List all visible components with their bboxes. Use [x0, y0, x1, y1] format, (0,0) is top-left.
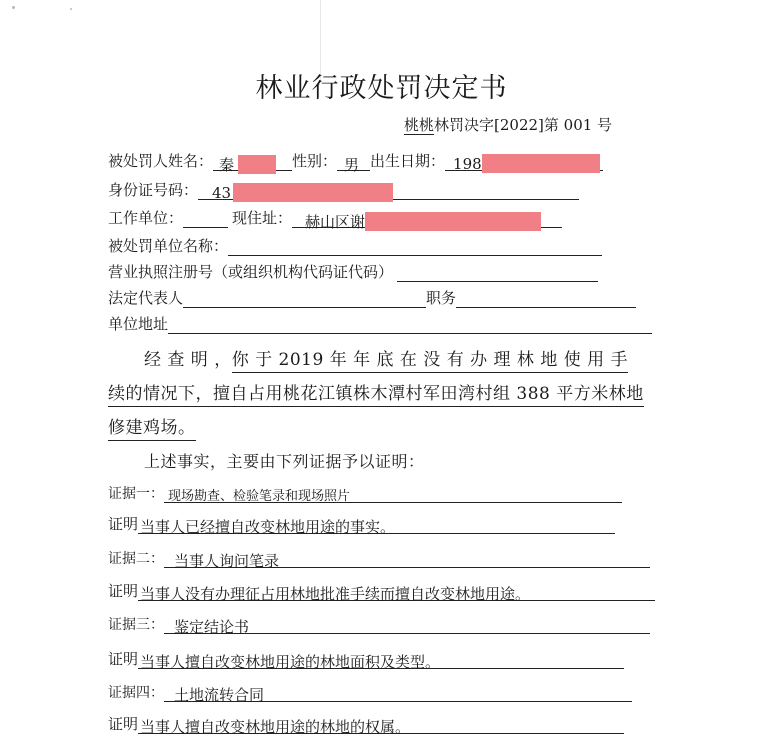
document-title: 林业行政处罚决定书 — [255, 73, 508, 104]
person-info-row — [108, 150, 603, 174]
investigation-text-2: 续的情况下，擅自占用桃花江镇株木潭村军田湾村组 388 平方米林地 — [108, 384, 644, 407]
name-field — [213, 154, 292, 174]
evidence-3-value: 鉴定结论书 — [174, 618, 250, 636]
evidence-4-value: 土地流转合同 — [174, 686, 265, 704]
evidence-2-value: 当事人询问笔录 — [174, 552, 280, 570]
investigation-text-1: 你 于 2019 年 年 底 在 没 有 办 理 林 地 使 用 手 — [232, 350, 628, 373]
gender-label: 性别： — [292, 152, 338, 170]
birth-value: 198 — [453, 155, 482, 173]
unit-address-row — [108, 313, 652, 334]
evidence-intro — [108, 449, 663, 472]
address-redaction — [365, 212, 541, 231]
document-number-prefix: 桃桃 — [404, 116, 435, 134]
proof-4-label: 证明 — [108, 715, 139, 733]
investigation-lead: 经 查 明 ， — [144, 350, 232, 370]
work-address-row — [108, 207, 562, 231]
license-row — [108, 261, 598, 282]
proof-2-text: 当事人没有办理征占用林地批准手续而擅自改变林地用途。 — [140, 585, 531, 603]
proof-1-row — [108, 513, 615, 534]
evidence-1-field — [164, 485, 622, 503]
investigation-line-2 — [108, 379, 663, 404]
proof-2-field — [138, 583, 655, 601]
investigation-text-3: 修建鸡场。 — [108, 418, 196, 441]
proof-1-field — [138, 516, 615, 534]
investigation-line-1 — [108, 345, 663, 370]
evidence-3-field — [164, 616, 650, 634]
work-unit-label: 工作单位： — [108, 209, 184, 227]
evidence-3-label: 证据三： — [108, 617, 164, 633]
work-unit-field — [183, 211, 228, 228]
proof-1-label: 证明 — [108, 515, 139, 533]
proof-2-row — [108, 580, 655, 601]
evidence-4-label: 证据四： — [108, 685, 164, 701]
proof-4-field — [138, 716, 624, 734]
id-label: 身份证号码： — [108, 181, 199, 199]
gender-value: 男 — [344, 156, 360, 174]
evidence-4-field — [164, 684, 632, 702]
unit-address-field — [168, 317, 652, 334]
birth-field — [445, 154, 603, 171]
evidence-1-row — [108, 483, 622, 503]
id-field — [198, 183, 579, 200]
position-field — [456, 291, 636, 308]
proof-3-field — [138, 651, 624, 669]
position-label: 职务 — [426, 289, 457, 307]
investigation-line-3 — [108, 413, 663, 438]
name-value: 秦 — [219, 156, 235, 174]
proof-1-text: 当事人已经擅自改变林地用途的事实。 — [140, 518, 396, 536]
proof-3-label: 证明 — [108, 650, 139, 668]
paper-speck — [70, 8, 72, 10]
legal-rep-field — [183, 291, 426, 308]
evidence-2-label: 证据二： — [108, 551, 164, 567]
name-redaction — [238, 155, 276, 174]
unit-name-field — [228, 239, 602, 256]
unit-name-label: 被处罚单位名称： — [108, 237, 229, 255]
paper-speck — [12, 6, 15, 9]
document-number-body: 林罚决字[2022]第 001 号 — [434, 116, 613, 134]
evidence-intro-text: 上述事实，主要由下列证据予以证明： — [144, 452, 425, 471]
id-redaction — [233, 183, 393, 202]
unit-name-row — [108, 235, 602, 256]
evidence-2-row — [108, 548, 650, 568]
address-field — [292, 211, 562, 231]
legal-rep-label: 法定代表人 — [108, 289, 184, 307]
unit-address-label: 单位地址 — [108, 315, 169, 333]
document-number — [404, 114, 612, 135]
gender-field — [337, 154, 370, 174]
evidence-3-row — [108, 614, 650, 634]
id-row — [108, 179, 579, 200]
proof-3-text: 当事人擅自改变林地用途的林地面积及类型。 — [140, 653, 441, 671]
evidence-1-value: 现场勘查、检验笔录和现场照片 — [168, 489, 351, 504]
id-value: 43 — [212, 184, 232, 202]
name-label: 被处罚人姓名： — [108, 152, 214, 170]
proof-4-text: 当事人擅自改变林地用途的林地的权属。 — [140, 718, 411, 736]
license-field — [397, 265, 598, 282]
license-label: 营业执照注册号（或组织机构代码证代码） — [108, 263, 394, 281]
proof-3-row — [108, 648, 624, 669]
evidence-1-label: 证据一： — [108, 486, 164, 502]
proof-4-row — [108, 713, 624, 734]
legal-rep-row — [108, 287, 636, 308]
address-value: 赫山区谢 — [305, 213, 366, 231]
evidence-4-row — [108, 682, 632, 702]
proof-2-label: 证明 — [108, 582, 139, 600]
address-label: 现住址： — [232, 209, 293, 227]
birth-label: 出生日期： — [370, 152, 446, 170]
evidence-2-field — [164, 550, 650, 568]
birth-redaction — [482, 154, 600, 173]
